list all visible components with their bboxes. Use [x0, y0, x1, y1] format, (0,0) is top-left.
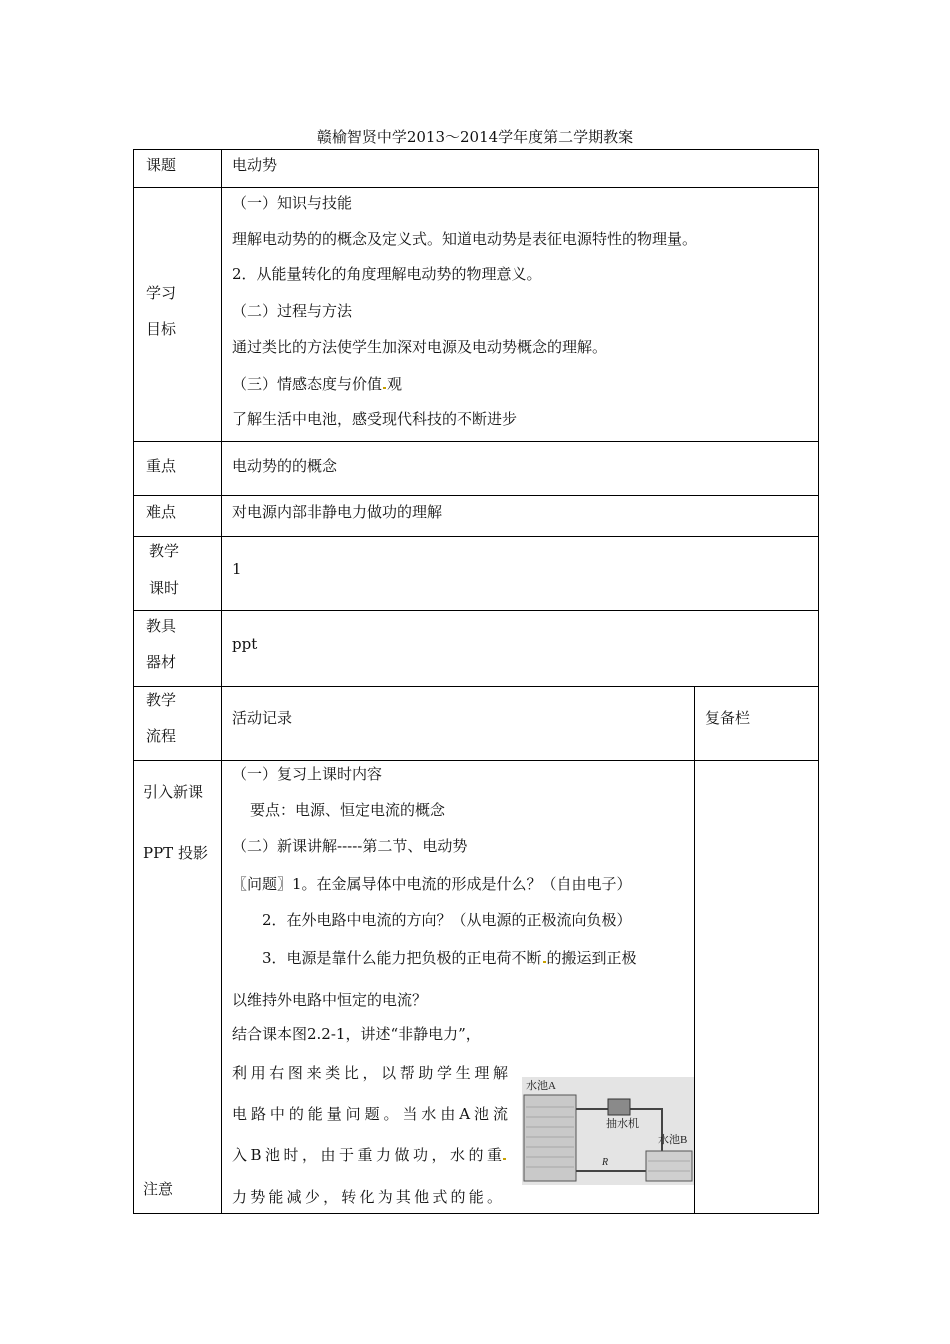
- hours-value: 1: [232, 560, 242, 578]
- objective-line: 了解生活中电池，感受现代科技的不断进步: [232, 410, 518, 428]
- edit-mark: [543, 961, 546, 963]
- objectives-label-2: 目标: [146, 320, 177, 338]
- activity-line: 结合课本图2.2-1，讲述“非静电力”，: [232, 1025, 481, 1043]
- objective-line-part: （三）情感态度与价值: [232, 375, 383, 393]
- objective-line: 通过类比的方法使学生加深对电源及电动势概念的理解。: [232, 338, 608, 356]
- resistor-r-label: R: [602, 1157, 609, 1168]
- objective-line: （一）知识与技能: [232, 194, 353, 212]
- activity-line: [232, 1145, 508, 1165]
- hours-label-1: 教学: [149, 542, 180, 560]
- topic-label: 课题: [146, 156, 177, 174]
- process-label-2: 流程: [146, 727, 177, 745]
- difficulty-label: 难点: [146, 503, 177, 521]
- pool-a: [524, 1095, 576, 1181]
- activity-line: 力势能减少，转化为其他式的能。: [232, 1188, 502, 1206]
- review-header: 复备栏: [705, 709, 751, 727]
- hours-label-2: 课时: [149, 579, 180, 597]
- process-left-label: 注意: [143, 1180, 174, 1198]
- pool-b: [646, 1151, 692, 1181]
- document-title: 赣榆智贤中学2013～2014学年度第二学期教案: [316, 128, 634, 146]
- activity-line-part: 入B池时，由于重力做功，水的重: [232, 1146, 502, 1164]
- activity-line: 以维持外电路中恒定的电流？: [232, 991, 428, 1009]
- activity-line: [262, 948, 637, 968]
- pool-b-label: 水池B: [658, 1134, 688, 1146]
- activity-header: 活动记录: [232, 709, 293, 727]
- activity-line: （二）新课讲解-----第二节、电动势: [232, 837, 468, 855]
- objective-line: 理解电动势的的概念及定义式。知道电动势是表征电源特性的物理量。: [232, 230, 698, 248]
- objective-line: （二）过程与方法: [232, 302, 353, 320]
- process-left-label: 引入新课: [143, 783, 204, 801]
- pool-a-label: 水池A: [526, 1080, 556, 1092]
- activity-line-part: 3．电源是靠什么能力把负极的正电荷不断: [262, 949, 542, 967]
- key-point-label: 重点: [146, 457, 177, 475]
- objective-line: [232, 374, 402, 394]
- pump-label: 抽水机: [606, 1118, 639, 1130]
- process-label-1: 教学: [146, 691, 177, 709]
- activity-line: 电路中的能量问题。当水由A池流: [232, 1105, 508, 1123]
- key-point-value: 电动势的的概念: [232, 457, 338, 475]
- pump: [608, 1099, 630, 1115]
- water-pump-analogy-figure: [522, 1077, 694, 1185]
- objective-line: 2．从能量转化的角度理解电动势的物理意义。: [232, 265, 542, 283]
- activity-line: 2．在外电路中电流的方向？（从电源的正极流向负极）: [262, 911, 632, 929]
- materials-value: ppt: [232, 635, 258, 653]
- edit-mark: [503, 1158, 506, 1160]
- objectives-label-1: 学习: [146, 284, 177, 302]
- objective-line-part: 观: [387, 375, 403, 393]
- process-left-label: PPT 投影: [143, 844, 208, 862]
- materials-label-2: 器材: [146, 653, 177, 671]
- difficulty-value: 对电源内部非静电力做功的理解: [232, 503, 443, 521]
- activity-line: （一）复习上课时内容: [232, 765, 383, 783]
- topic-value: 电动势: [232, 156, 278, 174]
- activity-line: 要点：电源、恒定电流的概念: [250, 801, 446, 819]
- materials-label-1: 教具: [146, 617, 177, 635]
- activity-line: 〖问题〗1。在金属导体中电流的形成是什么？（自由电子）: [232, 875, 632, 893]
- activity-line-part: 的搬运到正极: [546, 949, 637, 967]
- activity-line: 利用右图来类比，以帮助学生理解: [232, 1064, 508, 1082]
- edit-mark: [383, 387, 386, 389]
